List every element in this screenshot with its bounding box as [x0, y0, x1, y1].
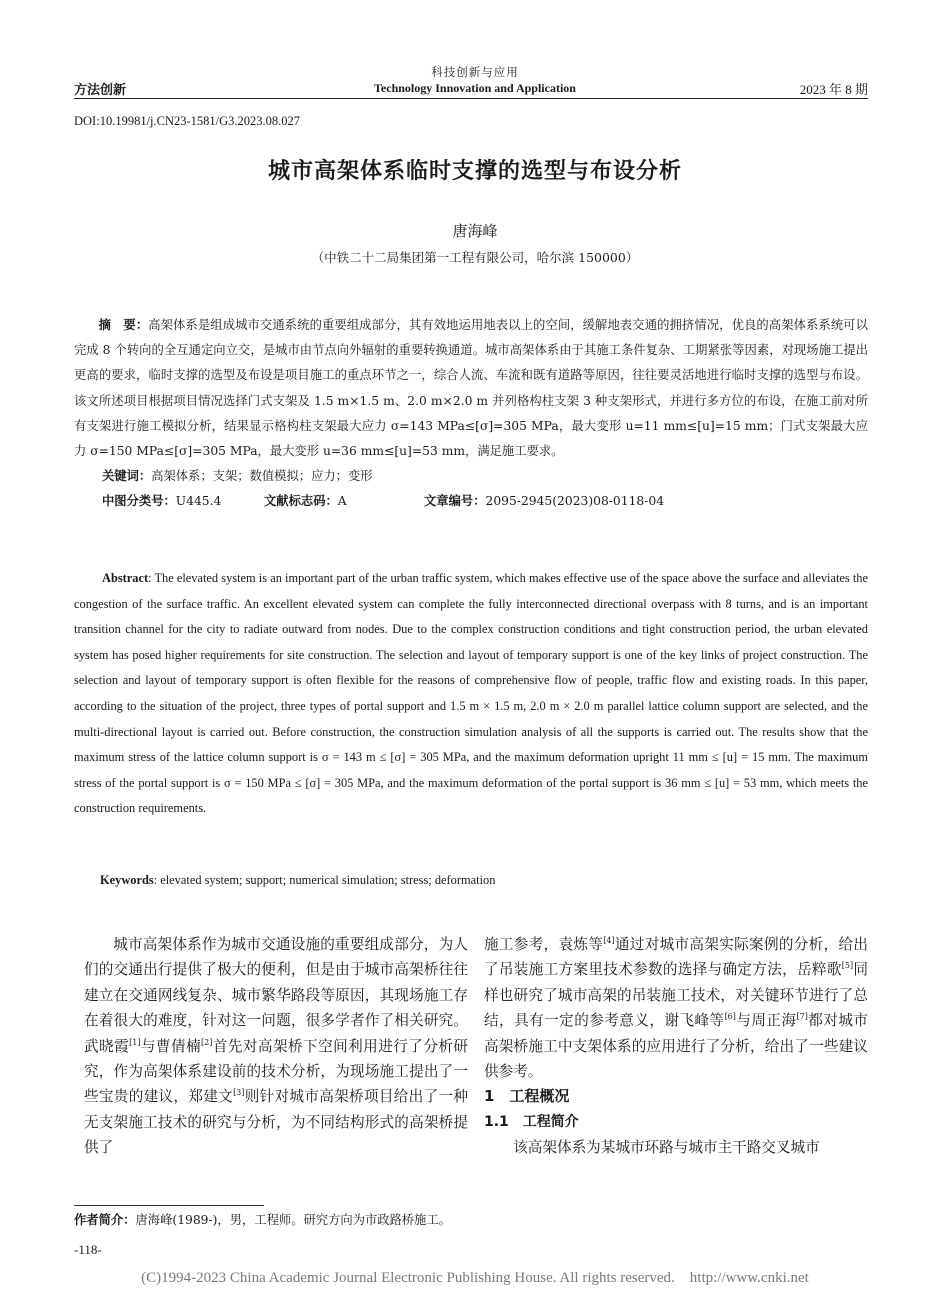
doc-value: A: [337, 494, 347, 509]
header-journal: [300, 64, 650, 96]
citation: [1]: [129, 1037, 141, 1047]
citation: [2]: [201, 1037, 213, 1047]
abstract-en: [74, 566, 868, 822]
header-section: 方法创新: [74, 83, 127, 98]
intro-cont-5: 都对城市高架桥施工中支架体系的应用进行了分析，给出了一些建议供参考。: [484, 1012, 868, 1081]
doi: DOI:10.19981/j.CN23-1581/G3.2023.08.027: [74, 114, 301, 128]
article-number: [424, 489, 664, 514]
keywords-en-label: Keywords: [100, 873, 154, 887]
intro-text-3: 首先对高架桥下空间利用进行了分析研究，作为高架体系建设前的技术分析，为现场施工提出了一些宝贵的建议，郑建文: [84, 1037, 468, 1106]
intro-text-2: 与曹倩楠: [140, 1037, 202, 1055]
section-heading-1: 1 工程概况: [484, 1087, 570, 1106]
paper-title: 城市高架体系临时支撑的选型与布设分析: [267, 159, 682, 184]
citation: [3]: [233, 1088, 245, 1098]
clc-value: U445.4: [175, 494, 222, 509]
intro-cont-1: 施工参考，袁炼等: [484, 936, 604, 953]
section-heading-1-1: 1.1 工程简介: [484, 1113, 579, 1130]
article-label: 文章编号：: [424, 494, 486, 509]
citation: [5]: [841, 961, 854, 971]
intro-cont-3: 同样也研究了城市高架的吊装施工技术，对关键环节进行了总结，具有一定的参考意义，谢飞峰等: [484, 961, 868, 1030]
footnote-text: 唐海峰(1989-)，男，工程师。研究方向为市政路桥施工。: [135, 1213, 452, 1227]
abstract-cn-body: [74, 313, 868, 464]
affiliation: （中铁二十二局集团第一工程有限公司，哈尔滨 150000）: [311, 250, 639, 265]
body-column-right: [484, 932, 868, 1161]
intro-cont-4: 与周正海: [735, 1012, 797, 1030]
article-value: 2095-2945(2023)08-0118-04: [485, 494, 665, 509]
keywords-en-text: : elevated system; support; numerical simulation; stress; deformation: [153, 873, 496, 887]
footnote-label: 作者简介：: [74, 1213, 136, 1227]
intro-paragraph: [84, 932, 468, 1161]
copyright-watermark: (C)1994-2023 China Academic Journal Electronic Publishing House. All rights reserved. http://www.cnki.net: [141, 1270, 809, 1286]
abstract-cn-text: 高架体系是组成城市交通系统的重要组成部分，其有效地运用地表以上的空间，缓解地表交通的拥挤情况，优良的高架体系系统可以完成 8 个转向的全互通定向立交，是城市由节点向外辐射的重要转换通道。城市高架体系由于其施工条件复杂、工期紧张等因素，对现场施工提出更高的要求，临时支撑的选型及布设是项目施工的重点环节之一，综合人流、车流和既有道路等原因，往往要灵活地进行临时支撑的选型与布设。该文所述项目根据项目情况选择门式支架及 1.5 m×1.5 m、2.0 m×2.0 m 并列格构柱支架 3 种支架形式，并进行多方位的布设，在施工前对所有支架进行施工模拟分析，结果显示格构柱支架最大应力 σ=143 MPa≤[σ]=305 MPa，最大变形 u=11 mm≤[u]=15 mm；门式支架最大应力 σ=150 MPa≤[σ]=305 MPa，最大变形 u=36 mm≤[u]=53 mm，满足施工要求。: [74, 318, 868, 459]
classification-row: [102, 489, 868, 514]
abstract-en-label: Abstract: [102, 571, 149, 585]
abstract-cn: [74, 313, 868, 514]
doc-label: 文献标志码：: [264, 494, 338, 509]
keywords-cn-label: 关键词：: [102, 469, 152, 484]
header-issue: 2023 年 8 期: [799, 82, 868, 97]
abstract-en-text: : The elevated system is an important part of the urban traffic system, which makes effective use of the space above the surface and alleviates the congestion of the surface traffic. An excellent elevated system can complete the fully interconnected directional overpass with 8 turns, and is an important transition channel for the city to radiate outward from nodes. Due to the complex construction conditions and tight construction period, the urban elevated system has posed higher requirements for site construction. The selection and layout of temporary support is one of the key links of project construction. The selection and layout of temporary support is often flexible for the reasons of comprehensive flow of people, traffic flow and existing roads. In this paper, according to the situation of the project, three types of portal support and 1.5 m × 1.5 m, 2.0 m × 2.0 m parallel lattice column support are selected, and the multi-directional layout is carried out. Before construction, the construction simulation analysis of all the supports is carried out. The results show that the maximum stress of the lattice column support is σ = 143 m ≤ [σ] = 305 MPa, and the maximum deformation upright 11 mm ≤ [u] = 15 mm. The maximum stress of the portal support is σ = 150 MPa ≤ [σ] = 305 MPa, and the maximum deformation of the portal support is 36 mm ≤ [u] = 53 mm, which meets the construction requirements.: [74, 571, 868, 816]
journal-name-cn: 科技创新与应用: [431, 65, 519, 79]
intro-text-1: 城市高架体系作为城市交通设施的重要组成部分，为人们的交通出行提供了极大的便利，但是由于城市高架桥往往建立在交通网线复杂、城市繁华路段等原因，其现场施工存在着很大的难度，针对这一问题，很多学者作了相关研究。武晓霞: [84, 936, 468, 1055]
author-footnote: [74, 1210, 451, 1228]
doc-code: [264, 489, 347, 514]
intro-paragraph-cont: [484, 932, 868, 1084]
citation: [4]: [603, 936, 615, 946]
clc-code: [102, 489, 221, 514]
keywords-cn-text: 高架体系；支架；数值模拟；应力；变形: [151, 469, 373, 484]
citation: [6]: [724, 1012, 736, 1022]
journal-name-en: Technology Innovation and Application: [374, 81, 576, 95]
section-1-1-text: 该高架体系为某城市环路与城市主干路交叉城市: [513, 1139, 820, 1157]
page-number: -118-: [74, 1242, 102, 1257]
body-column-left: [84, 932, 468, 1161]
abstract-en-body: [74, 566, 868, 822]
keywords-en: [100, 873, 495, 888]
intro-cont-2: 通过对城市高架实际案例的分析，给出了吊装施工方案里技术参数的选择与确定方法，岳粹歌: [484, 936, 868, 979]
footnote-rule: [74, 1205, 264, 1206]
clc-label: 中图分类号：: [102, 494, 176, 509]
citation: [7]: [796, 1012, 808, 1022]
header-rule: [74, 98, 868, 99]
keywords-cn: [102, 464, 868, 489]
abstract-cn-label: 摘 要：: [98, 318, 149, 332]
intro-text-4: 则针对城市高架桥项目给出了一种无支架施工技术的研究与分析，为不同结构形式的高架桥提供了: [84, 1088, 468, 1157]
author: 唐海峰: [452, 222, 498, 240]
